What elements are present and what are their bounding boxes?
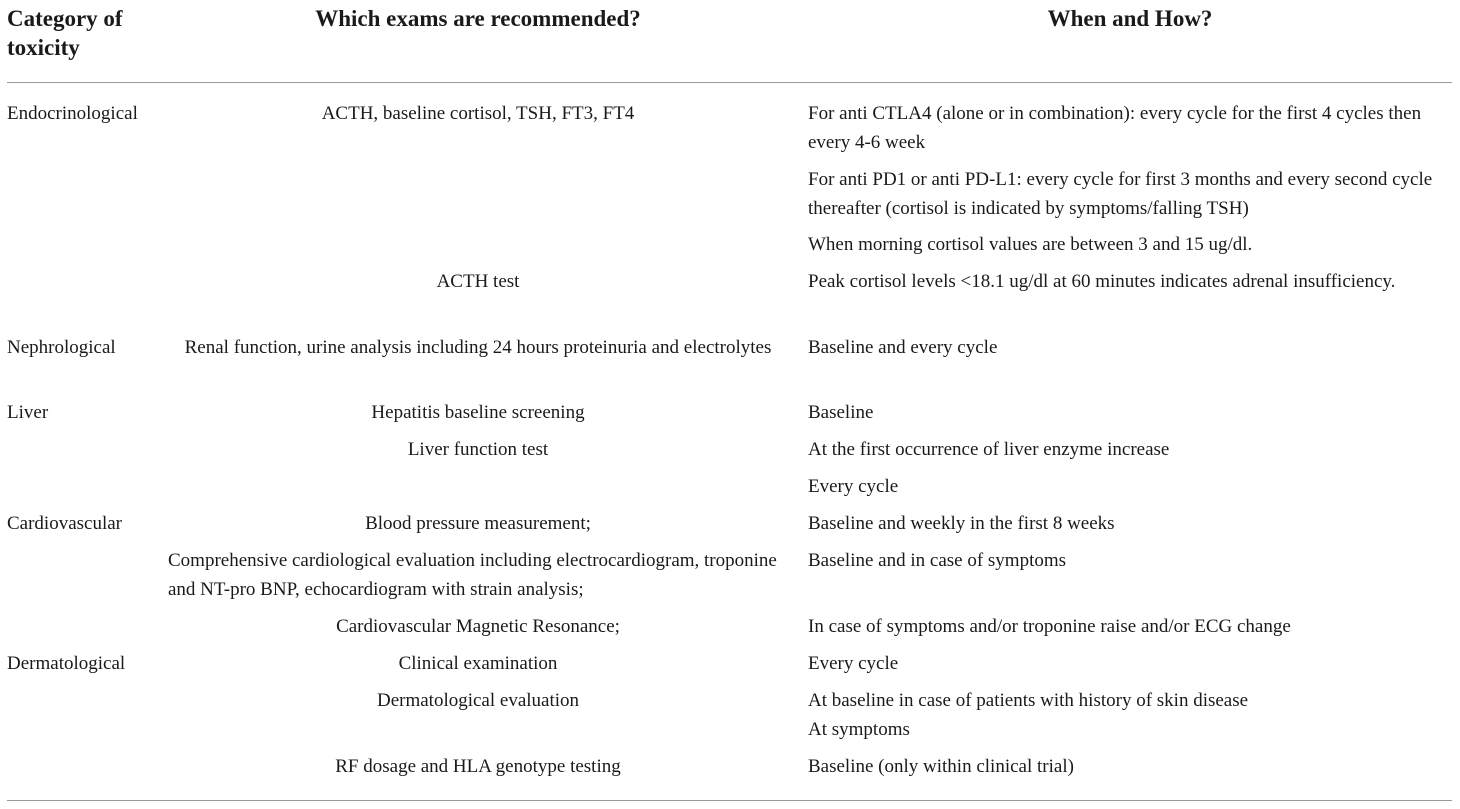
exam-cell: Comprehensive cardiological evaluation including electrocardiogram, troponine and NT-pro BNP, echocardiogram with strain analysis; — [168, 550, 777, 600]
header-exams: Which exams are recommended? — [315, 6, 641, 31]
when-cell: Baseline — [808, 402, 874, 423]
category-cell: Dermatological — [7, 653, 126, 674]
header-category: Category of toxicity — [7, 6, 123, 60]
exam-cell: ACTH, baseline cortisol, TSH, FT3, FT4 — [321, 103, 635, 124]
when-cell: Every cycle — [808, 653, 899, 674]
table-bottom-rule — [7, 800, 1452, 801]
exam-cell: Hepatitis baseline screening — [371, 402, 585, 423]
category-cell: Endocrinological — [7, 103, 138, 124]
when-cell: At the first occurrence of liver enzyme increase — [808, 439, 1170, 460]
exam-cell: Clinical examination — [398, 653, 558, 674]
when-cell: In case of symptoms and/or troponine raise and/or ECG change — [808, 616, 1291, 637]
category-cell: Nephrological — [7, 337, 116, 358]
exam-cell: ACTH test — [436, 271, 520, 292]
when-cell: For anti PD1 or anti PD-L1: every cycle for first 3 months and every second cycle thereafter (cortisol is indicated by symptoms/falling TSH) — [808, 169, 1433, 219]
when-cell: Baseline and weekly in the first 8 weeks — [808, 513, 1115, 534]
when-cell: Peak cortisol levels <18.1 ug/dl at 60 minutes indicates adrenal insufficiency. — [808, 271, 1396, 292]
exam-cell: RF dosage and HLA genotype testing — [335, 756, 621, 777]
category-cell: Liver — [7, 402, 49, 423]
when-cell: Baseline (only within clinical trial) — [808, 756, 1074, 777]
exam-cell: Renal function, urine analysis including 24 hours proteinuria and electrolytes — [184, 337, 772, 358]
header-when-how: When and How? — [1047, 6, 1213, 31]
when-cell: Baseline and in case of symptoms — [808, 550, 1067, 571]
when-cell: At baseline in case of patients with history of skin disease At symptoms — [808, 690, 1249, 740]
header-divider — [7, 82, 1452, 83]
when-cell: Every cycle — [808, 476, 899, 497]
exam-cell: Cardiovascular Magnetic Resonance; — [336, 616, 620, 637]
when-cell: When morning cortisol values are between 3 and 15 ug/dl. — [808, 234, 1253, 255]
category-cell: Cardiovascular — [7, 513, 123, 534]
exam-cell: Blood pressure measurement; — [365, 513, 591, 534]
when-cell: For anti CTLA4 (alone or in combination): every cycle for the first 4 cycles then every 4-6 week — [808, 103, 1422, 153]
when-cell: Baseline and every cycle — [808, 337, 998, 358]
exam-cell: Liver function test — [407, 439, 549, 460]
exam-cell: Dermatological evaluation — [376, 690, 580, 711]
